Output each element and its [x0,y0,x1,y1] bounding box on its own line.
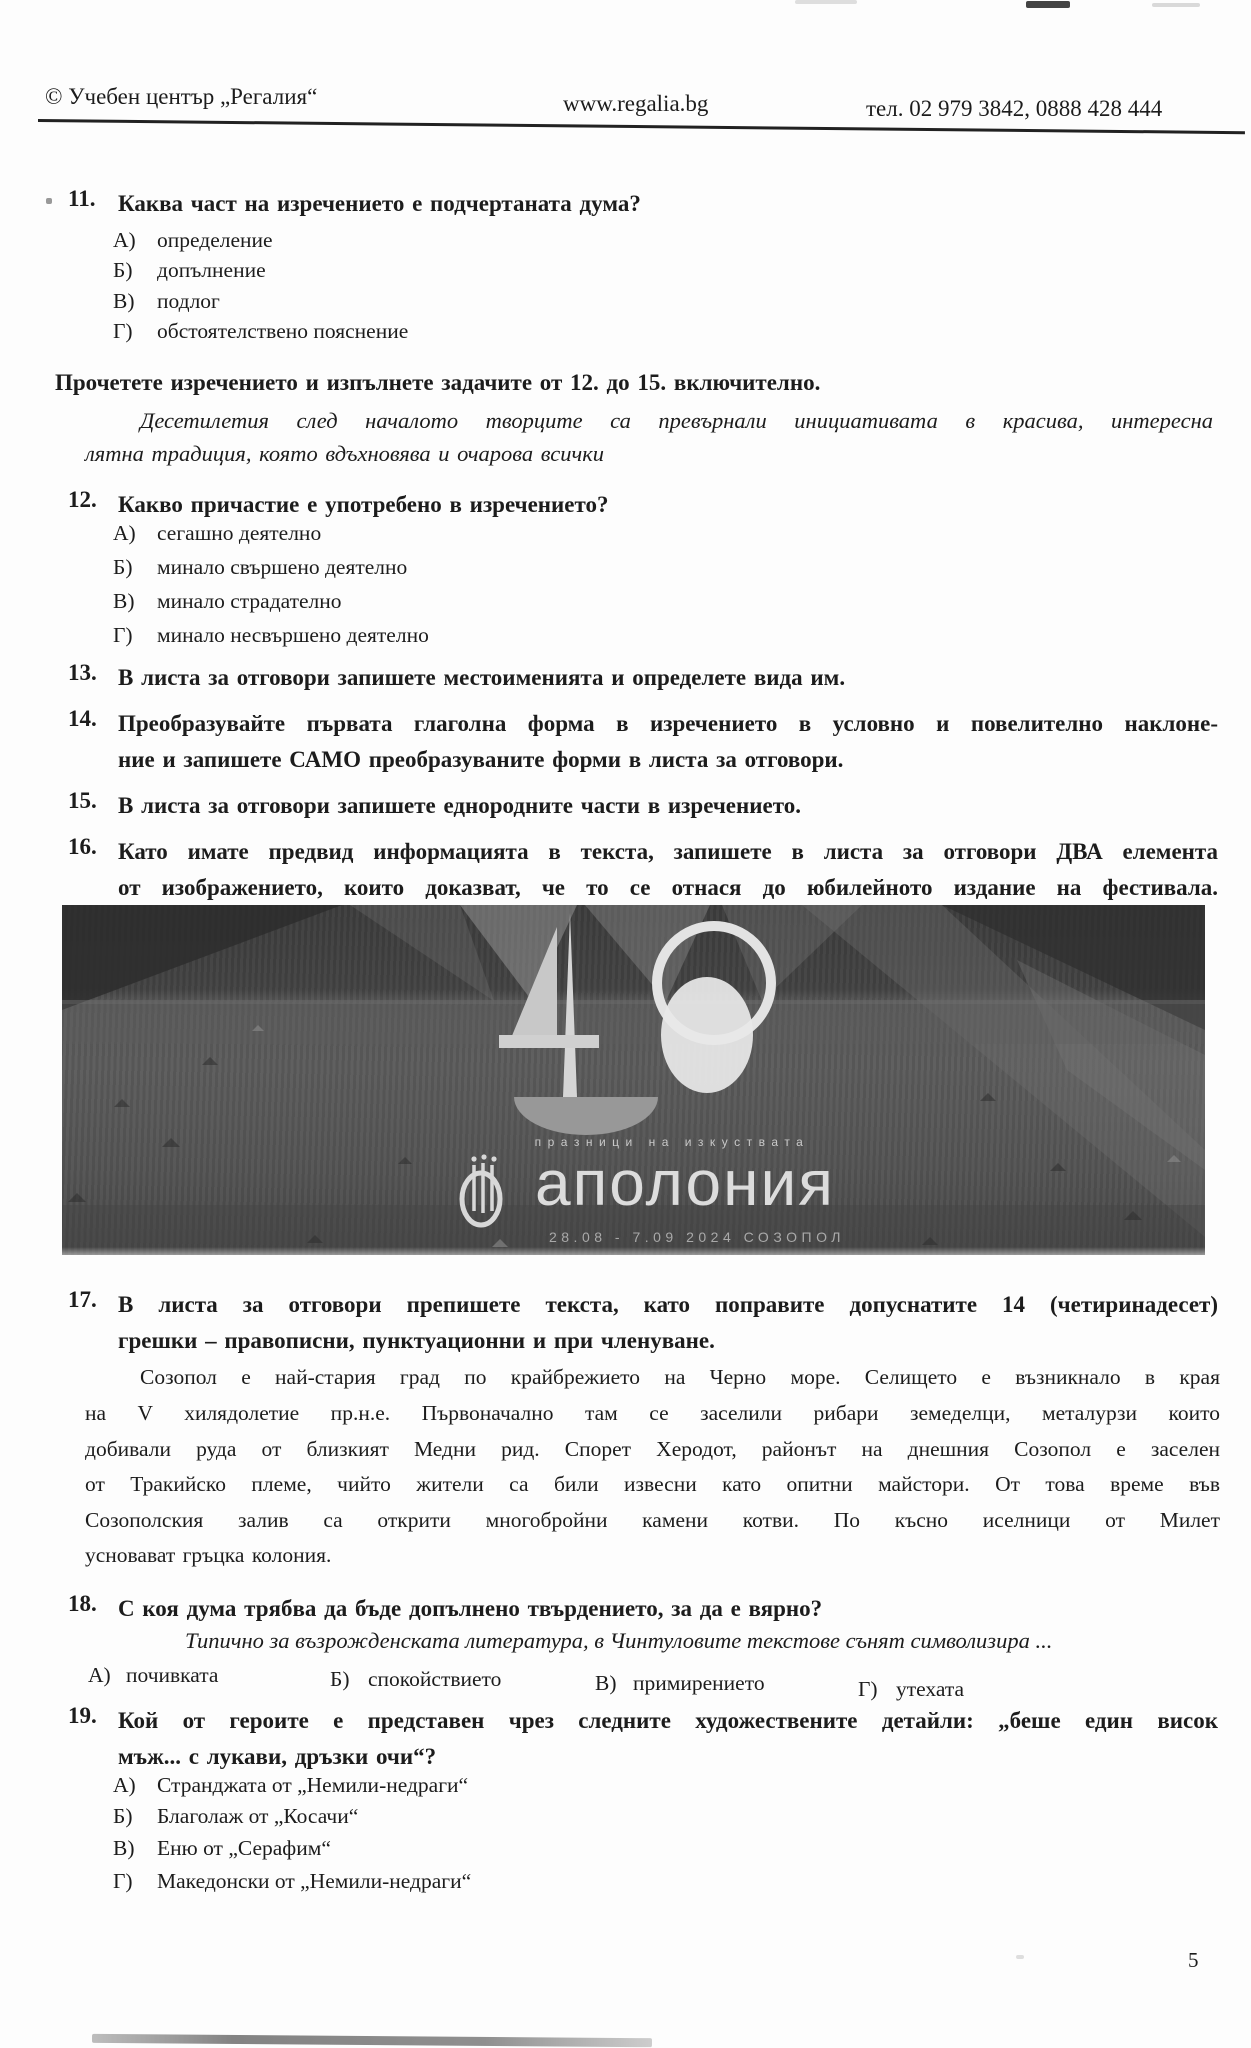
question-text: В листа за отговори препишете текста, като поправите допуснатите 14 (четиринадесет) [118,1292,1218,1317]
q11-option-b: Б) допълнение [113,258,266,282]
q18-option-b: Б) спокойствието [330,1667,502,1691]
q11-option-a: А) определение [113,228,273,252]
scan-mark [1016,1955,1024,1959]
question-17 [68,1287,1218,1359]
poster-title: аполония [535,1147,835,1219]
option-text: сегашно деятелно [157,521,322,545]
option-text: определение [157,228,273,252]
poster-date-line: 28.08 - 7.09 2024 СОЗОПОЛ [548,1229,845,1245]
q19-option-g: Г) Македонски от „Немили-недраги“ [113,1869,472,1893]
question-text: В листа за отговори запишете местоименията и определете вида им. [118,665,846,690]
question-text: мъж... с лукави, дръзки очи“? [118,1744,437,1769]
question-text: от изображението, които доказват, че то се отнася до юбилейното издание на фестивала. [118,875,1218,900]
four-crossbar [499,1035,599,1048]
reading-instruction: Прочетете изречението и изпълнете задачите от 12. до 15. включително. [55,370,821,395]
question-text: Кой от героите е представен чрез следните художествените детайли: „беше един висок [118,1708,1218,1733]
q17-passage [85,1360,1220,1580]
boat-hull-icon [514,1097,658,1135]
question-text: Какво причастие е употребено в изречението? [118,492,609,517]
q19-option-v: В) Еню от „Серафим“ [113,1836,331,1860]
q12-option-g: Г) минало несвършено деятелно [113,623,429,647]
lyre-icon [454,1153,510,1234]
question-19 [68,1703,1218,1775]
question-number: 17. [68,1287,97,1312]
question-number: 13. [68,660,97,685]
passage-line: Созопол е най-стария град по крайбрежието на Черно море. Селището е възникнало в края [140,1365,1220,1389]
scan-mark [795,0,857,4]
question-number: 19. [68,1703,97,1728]
poster-bottom-fade [62,1247,1205,1255]
q18-option-g: Г) утехата [858,1677,965,1701]
question-number: 11. [68,186,96,211]
sentence-line: Десетилетия след началото творците са превърнали инициативата в красива, интересна [140,408,1213,433]
question-number: 14. [68,706,97,731]
question-text: С коя дума трябва да бъде допълнено твърдението, за да е вярно? [118,1596,823,1621]
question-number: 15. [68,788,97,813]
poster-top-label: празници на изкуствата [534,1135,810,1149]
q11-option-v: В) подлог [113,289,220,313]
q11-option-g: Г) обстоятелствено пояснение [113,319,409,343]
sentence-line: лятна традиция, която вдъхновява и очарова всички [85,441,604,466]
question-11 [68,186,1218,222]
option-text: примирението [633,1671,765,1695]
question-text: Като имате предвид информацията в текста, запишете в листа за отговори ДВА елемента [118,839,1218,864]
passage-line: на V хилядолетие пр.н.е. Първоначално там се заселили рибари земеделци, металурзи които [85,1401,1220,1425]
option-text: допълнение [157,258,266,282]
passage-line: от Тракийско племе, чийто жители са били извесни като опитни майстори. От това време във [85,1472,1220,1496]
q12-option-a: А) сегашно деятелно [113,521,322,545]
option-text: минало несвършено деятелно [157,623,429,647]
question-number: 12. [68,487,97,512]
question-text: Каква част на изречението е подчертаната дума? [118,191,641,216]
scan-mark [1152,3,1200,7]
question-13 [68,660,1218,696]
header-copyright: © Учебен център „Регалия“ [45,84,318,109]
passage-line: Созополския залив са открити многобройни камени котви. По късно иселници от Милет [85,1508,1220,1532]
question-18 [68,1591,1218,1627]
option-text: почивката [126,1663,219,1687]
page-number: 5 [1188,1948,1199,1972]
q18-option-a: А) почивката [88,1663,219,1687]
passage-line: добивали руда от близкият Медни рид. Спорет Херодот, районът на днешния Созопол е заселен [85,1437,1220,1461]
question-text: грешки – правописни, пунктуационни и при членуване. [118,1328,715,1353]
q18-option-v: В) примирението [595,1671,765,1695]
option-text: минало страдателно [157,589,342,613]
option-text: минало свършено деятелно [157,555,408,579]
header-website: www.regalia.bg [563,91,709,116]
q12-option-v: В) минало страдателно [113,589,342,613]
passage-line: усновават гръцка колония. [85,1543,332,1567]
question-text: ние и запишете САМО преобразуваните форми в листа за отговори. [118,747,844,772]
option-text: Македонски от „Немили-недраги“ [157,1869,472,1893]
question-15 [68,788,1218,824]
scan-mark [1026,1,1070,8]
reading-sentence [85,404,1213,470]
question-number: 16. [68,834,97,859]
q18-quote: Типично за възрожденската литература, в Чинтуловите текстове сънят символизира ... [185,1628,1053,1653]
option-text: Благолаж от „Косачи“ [157,1804,359,1828]
q12-option-b: Б) минало свършено деятелно [113,555,408,579]
option-text: подлог [157,289,220,313]
question-12 [68,487,1218,523]
option-text: обстоятелствено пояснение [157,319,409,343]
q19-option-a: А) Странджата от „Немили-недраги“ [113,1773,469,1797]
question-number: 18. [68,1591,97,1616]
scan-bottom-edge [92,2034,652,2047]
option-text: спокойствието [368,1667,502,1691]
option-text: Странджата от „Немили-недраги“ [157,1773,469,1797]
q19-option-b: Б) Благолаж от „Косачи“ [113,1804,359,1828]
question-16 [68,834,1218,906]
question-text: В листа за отговори запишете еднородните части в изречението. [118,793,801,818]
header-phone: тел. 02 979 3842, 0888 428 444 [866,96,1163,121]
option-text: Еню от „Серафим“ [157,1836,331,1860]
scan-mark [46,198,52,204]
question-14 [68,706,1218,778]
question-text: Преобразувайте първата глаголна форма в изречението в условно и повелително наклоне- [118,711,1218,736]
zero-fill [661,977,753,1093]
festival-poster-image [62,905,1205,1255]
option-text: утехата [896,1677,965,1701]
